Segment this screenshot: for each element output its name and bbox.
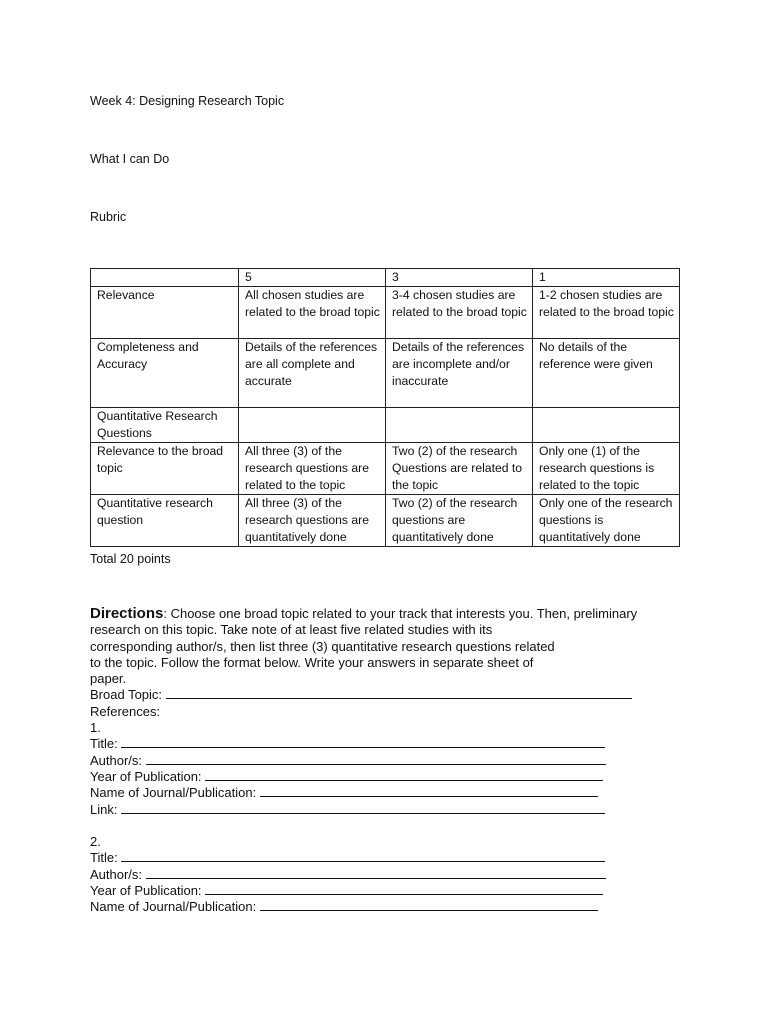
ref1-number: 1. xyxy=(90,720,101,736)
rubric-table xyxy=(90,268,680,547)
header-cell-blank xyxy=(91,269,239,287)
score-5-cell xyxy=(239,408,386,443)
table-row xyxy=(91,495,680,547)
directions-text-5: paper. xyxy=(90,671,127,687)
ref1-title-blank[interactable] xyxy=(121,736,605,748)
score-1-cell: 1-2 chosen studies are related to the broad topic xyxy=(533,287,680,339)
ref1-journal-blank[interactable] xyxy=(260,785,598,797)
table-row xyxy=(91,408,680,443)
criterion-cell: Quantitative Research Questions xyxy=(91,408,239,443)
references-label: References: xyxy=(90,703,161,719)
ref1-link-blank[interactable] xyxy=(121,802,605,814)
ref2-number: 2. xyxy=(90,834,101,850)
directions-section xyxy=(90,606,690,916)
score-5-cell: All chosen studies are related to the broad topic xyxy=(239,287,386,339)
ref1-year-blank[interactable] xyxy=(205,769,603,781)
ref2-author-label: Author/s: xyxy=(90,866,143,882)
score-5-cell: All three (3) of the research questions are quantitatively done xyxy=(239,495,386,547)
criterion-cell: Completeness and Accuracy xyxy=(91,339,239,408)
table-row xyxy=(91,287,680,339)
ref2-title-label: Title: xyxy=(90,850,118,866)
score-3-cell: Two (2) of the research Questions are related to the topic xyxy=(386,443,533,495)
ref2-journal-blank[interactable] xyxy=(260,899,598,911)
broad-topic-label: Broad Topic: xyxy=(90,687,163,703)
table-row xyxy=(91,339,680,408)
ref1-year-label: Year of Publication: xyxy=(90,768,202,784)
spacer xyxy=(90,818,690,834)
score-3-cell: Details of the references are incomplete and/or inaccurate xyxy=(386,339,533,408)
header-cell-1: 1 xyxy=(533,269,680,287)
criterion-cell: Relevance to the broad topic xyxy=(91,443,239,495)
week-heading: Week 4: Designing Research Topic xyxy=(90,94,285,108)
rubric-header-row xyxy=(91,269,680,287)
score-1-cell: No details of the reference were given xyxy=(533,339,680,408)
ref2-year-blank[interactable] xyxy=(205,883,603,895)
header-cell-3: 3 xyxy=(386,269,533,287)
directions-text-1: : Choose one broad topic related to your track that interests you. Then, preliminary xyxy=(163,606,638,621)
ref1-author-label: Author/s: xyxy=(90,752,143,768)
criterion-cell: Relevance xyxy=(91,287,239,339)
score-1-cell xyxy=(533,408,680,443)
score-5-cell: All three (3) of the research questions are related to the topic xyxy=(239,443,386,495)
broad-topic-blank[interactable] xyxy=(166,687,632,699)
ref1-title-label: Title: xyxy=(90,736,118,752)
rubric-heading: Rubric xyxy=(90,210,127,224)
score-5-cell: Details of the references are all complete and accurate xyxy=(239,339,386,408)
header-cell-5: 5 xyxy=(239,269,386,287)
score-3-cell: Two (2) of the research questions are quantitatively done xyxy=(386,495,533,547)
directions-text-2: research on this topic. Take note of at least five related studies with its xyxy=(90,622,493,638)
ref2-journal-label: Name of Journal/Publication: xyxy=(90,899,257,915)
criterion-cell: Quantitative research question xyxy=(91,495,239,547)
total-points: Total 20 points xyxy=(90,552,171,566)
ref2-title-blank[interactable] xyxy=(121,850,605,862)
ref1-author-blank[interactable] xyxy=(146,753,606,765)
score-1-cell: Only one (1) of the research questions is related to the topic xyxy=(533,443,680,495)
ref2-author-blank[interactable] xyxy=(146,867,606,879)
ref1-link-label: Link: xyxy=(90,801,118,817)
score-3-cell: 3-4 chosen studies are related to the broad topic xyxy=(386,287,533,339)
what-i-can-do-heading: What I can Do xyxy=(90,152,170,166)
directions-text-3: corresponding author/s, then list three (3) quantitative research questions related xyxy=(90,638,555,654)
directions-text-4: to the topic. Follow the format below. Write your answers in separate sheet of xyxy=(90,654,534,670)
ref2-year-label: Year of Publication: xyxy=(90,883,202,899)
directions-title: Directions xyxy=(90,605,164,622)
score-1-cell: Only one of the research questions is quantitatively done xyxy=(533,495,680,547)
table-row xyxy=(91,443,680,495)
score-3-cell xyxy=(386,408,533,443)
ref1-journal-label: Name of Journal/Publication: xyxy=(90,785,257,801)
